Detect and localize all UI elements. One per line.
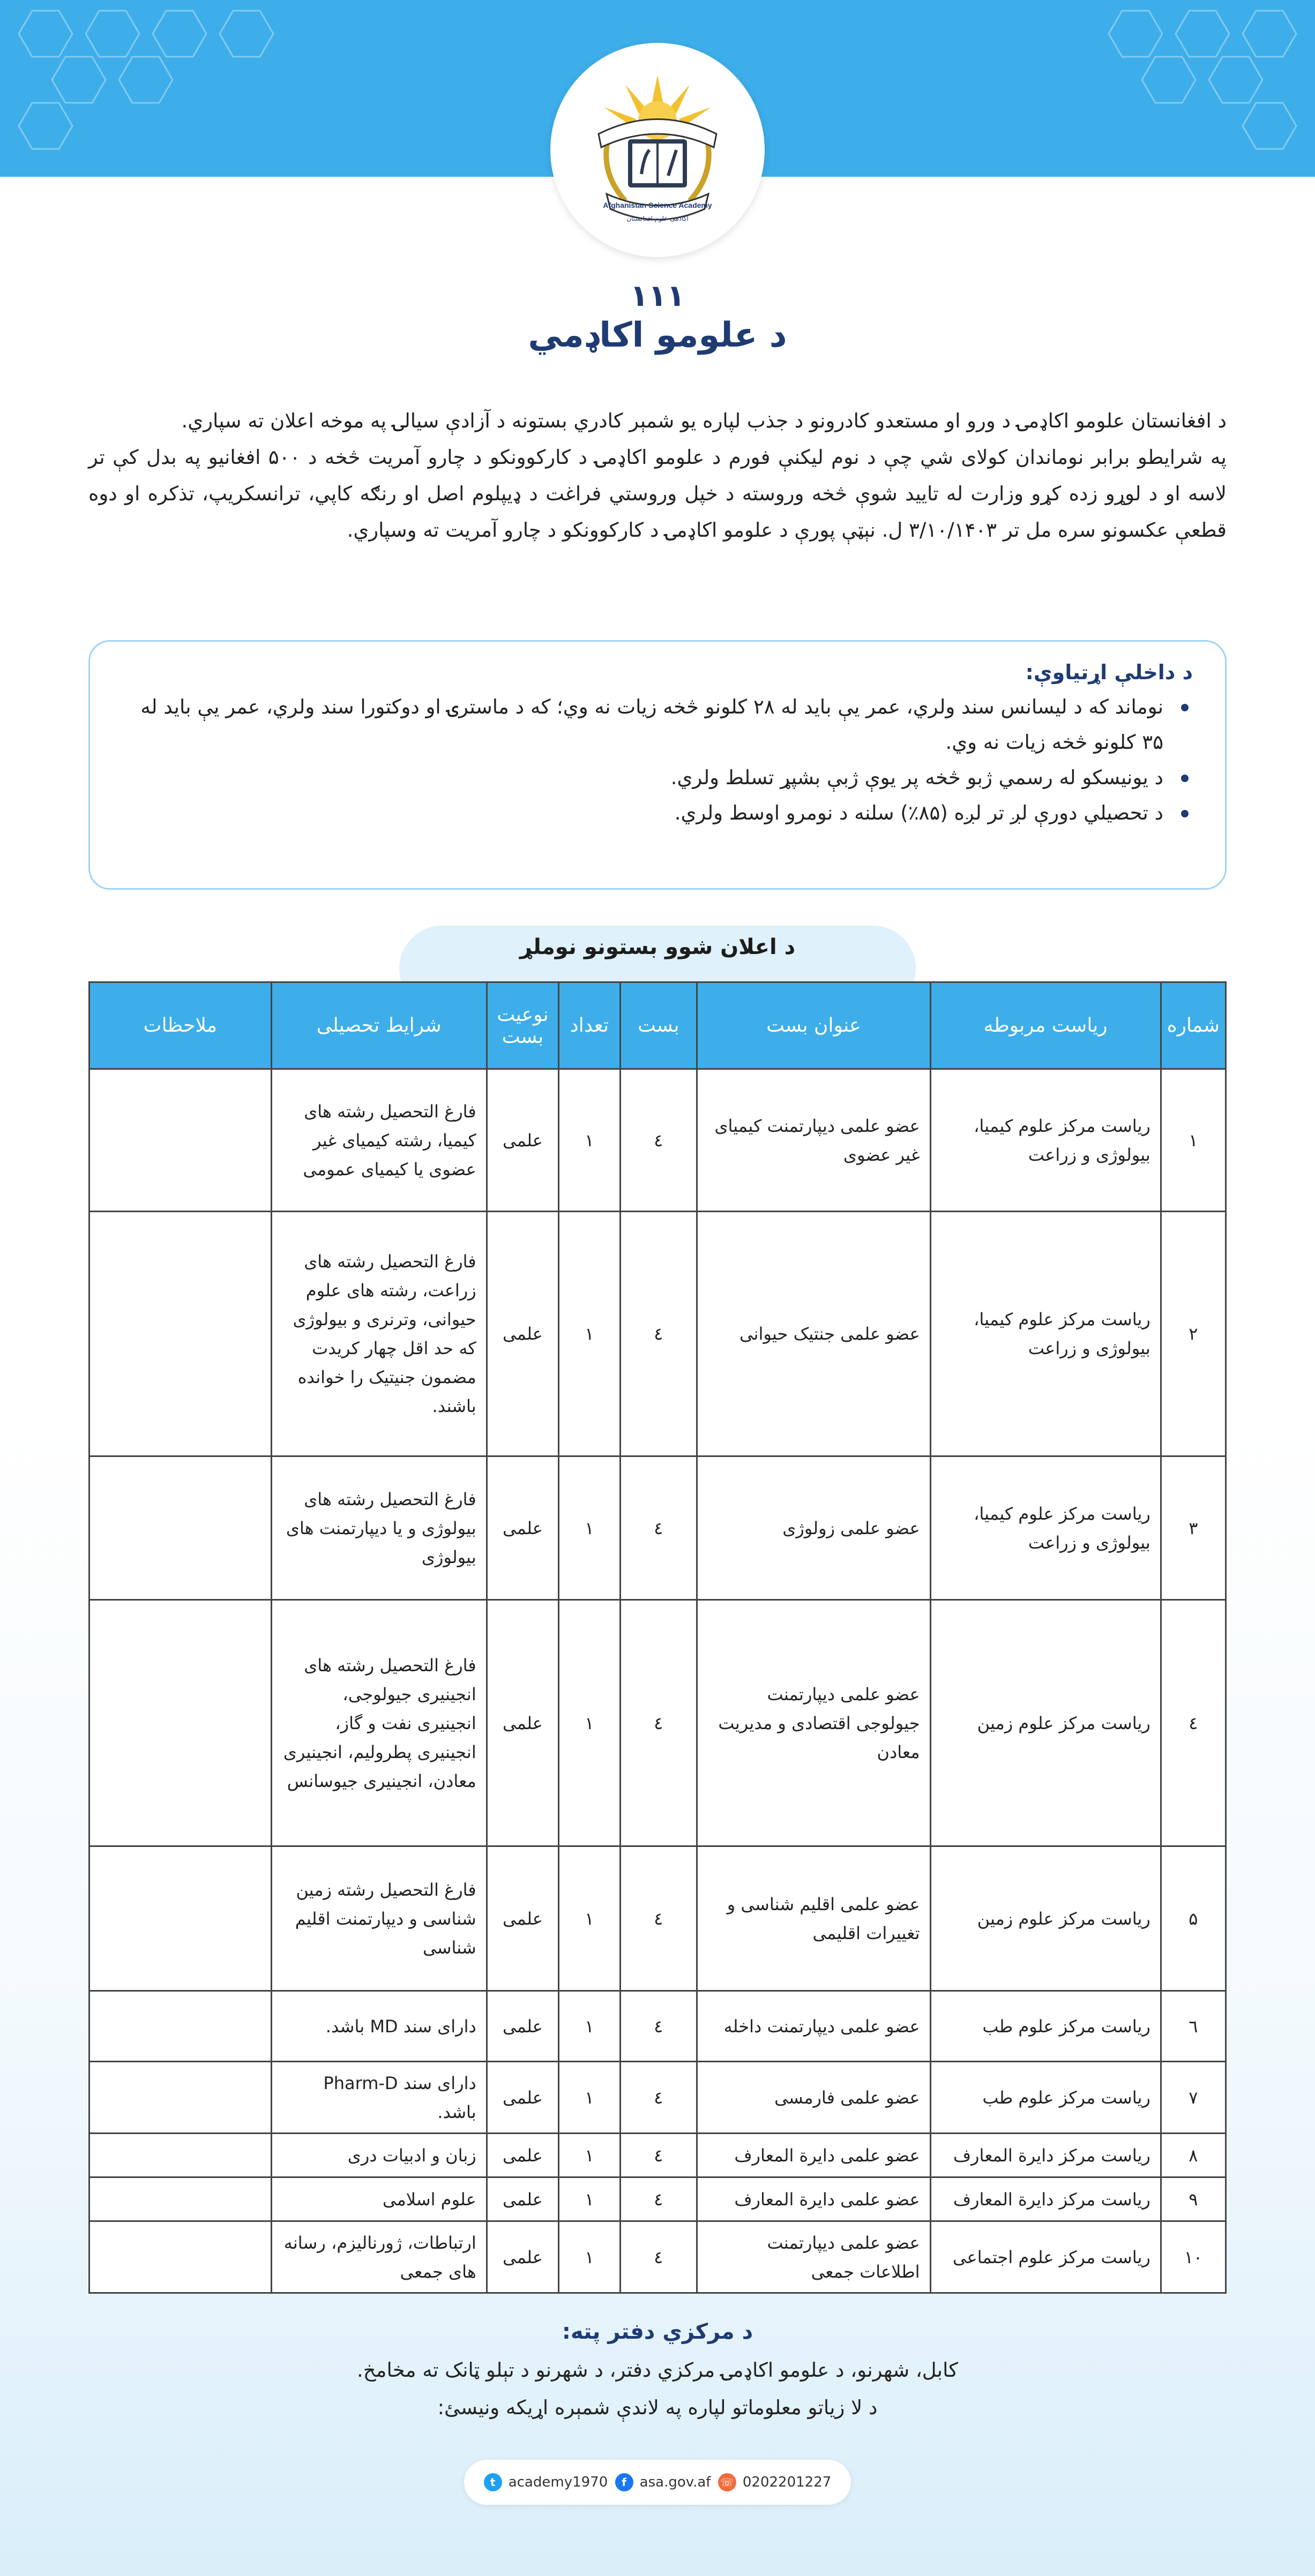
cell-position-title: عضو علمی اقلیم شناسی و تغییرات اقلیمی	[697, 1846, 930, 1991]
cell-position-title: عضو علمی دیپارتمنت کیمیای غیر عضوی	[697, 1069, 930, 1212]
footer-address: کابل، شهرنو، د علومو اکاډمۍ مرکزي دفتر، د شهرنو د تېلو ټانک ته مخامخ.	[357, 2359, 958, 2382]
cell-position-title: عضو علمی زولوژی	[697, 1456, 930, 1600]
cell-grade: ٤	[620, 1456, 697, 1600]
header-titles	[0, 279, 1315, 355]
contact-phone[interactable]	[718, 2473, 831, 2491]
requirement-item: د تحصیلي دورې لږ تر لږه (۸۵٪) سلنه د نومرو اوسط ولري.	[122, 795, 1193, 831]
col-department: ریاست مربوطه	[930, 982, 1161, 1069]
page-title: د علومو اکاډمي	[528, 316, 787, 355]
cell-department: ریاست مرکز علوم کیمیا، بیولوژی و زراعت	[930, 1456, 1161, 1600]
cell-department: ریاست مرکز دایرة المعارف	[930, 2177, 1161, 2221]
cell-grade: ٤	[620, 2062, 697, 2134]
table-row	[89, 1212, 1226, 1456]
hexagon-pattern	[0, 0, 482, 177]
logo-english-text: Afghanistan Science Academy	[603, 201, 712, 209]
header-marks: ۱۱۱	[630, 279, 685, 313]
cell-position-title: عضو علمی دایرة المعارف	[697, 2134, 930, 2177]
cell-requirements: دارای سند Pharm-D باشد.	[271, 2062, 487, 2134]
col-requirements: شرایط تحصیلی	[271, 982, 487, 1069]
hexagon-pattern	[833, 0, 1315, 177]
col-grade: بست	[620, 982, 697, 1069]
cell-notes	[89, 2134, 272, 2177]
cell-number: ۱	[1161, 1069, 1226, 1212]
cell-count: ۱	[559, 1991, 620, 2062]
contact-twitter[interactable]	[484, 2473, 608, 2491]
cell-number: ٤	[1161, 1600, 1226, 1846]
positions-table	[88, 981, 1227, 2294]
cell-number: ۲	[1161, 1212, 1226, 1456]
intro-paragraph: په شرایطو برابر نوماندان کولای شي چې د نوم لیکنې فورم د علومو اکاډمۍ د کارکوونکو د چارو آمریت څخه د ۵۰۰ افغانیو په بدل کې تر لاسه او د لوړو زده کړو وزارت له تایید شوې څخه وروسته د خپل وروستي فراغت د ډیپلوم اصل او رنګه کاپي، ترانسکریپ، تذکره او دوه قطعې عکسونو سره مل تر ۳/۱۰/۱۴۰۳ ل. نېټې پورې د علومو اکاډمۍ د کارکوونکو د چارو آمریت ته وسپاري.	[88, 446, 1227, 542]
contact-twitter-label: academy1970	[508, 2474, 608, 2490]
cell-type: علمی	[487, 1600, 558, 1846]
cell-requirements: فارغ التحصیل رشته های زراعت، رشته های علوم حیوانی، وترنری و بیولوژی که حد اقل چهار کریدت مضمون جنیتیک را خوانده باشند.	[271, 1212, 487, 1456]
requirement-item: نوماند که د لیسانس سند ولري، عمر یې باید له ۲۸ کلونو څخه زیات نه وي؛ که د ماسترۍ او دوکتورا سند ولري، عمر یې باید له ۳۵ کلونو څخه زیات نه وي.	[122, 689, 1193, 760]
table-row	[89, 1069, 1226, 1212]
cell-notes	[89, 1069, 272, 1212]
cell-type: علمی	[487, 1456, 558, 1600]
col-type: نوعیت بست	[487, 982, 558, 1069]
cell-count: ۱	[559, 2134, 620, 2177]
table-row	[89, 2221, 1226, 2293]
contacts-bar	[464, 2460, 851, 2505]
requirement-item: د یونیسکو له رسمي ژبو څخه پر یوې ژبې بشپړ تسلط ولري.	[122, 760, 1193, 795]
col-number: شماره	[1161, 982, 1226, 1069]
cell-department: ریاست مرکز علوم کیمیا، بیولوژی و زراعت	[930, 1212, 1161, 1456]
cell-count: ۱	[559, 1600, 620, 1846]
cell-position-title: عضو علمی دیپارتمنت جیولوجی اقتصادی و مدیریت معادن	[697, 1600, 930, 1846]
cell-notes	[89, 2062, 272, 2134]
cell-type: علمی	[487, 2062, 558, 2134]
intro-paragraph: د افغانستان علومو اکاډمۍ د ورو او مستعدو کادرونو د جذب لپاره یو شمېر کادري بستونه د آزادې سیالۍ په موخه اعلان ته سپاري.	[181, 409, 1227, 432]
table-row	[89, 1846, 1226, 1991]
cell-requirements: فارغ التحصیل رشته های انجینیری جیولوجی، انجینیری نفت و گاز، انجینیری پطرولیم، انجینیری معادن، انجینیری جیوسانس	[271, 1600, 487, 1846]
cell-type: علمی	[487, 2221, 558, 2293]
cell-notes	[89, 2221, 272, 2293]
cell-requirements: فارغ التحصیل رشته زمین شناسی و دیپارتمنت اقلیم شناسی	[271, 1846, 487, 1991]
col-count: تعداد	[559, 982, 620, 1069]
cell-count: ۱	[559, 1456, 620, 1600]
cell-type: علمی	[487, 1846, 558, 1991]
cell-count: ۱	[559, 2221, 620, 2293]
cell-department: ریاست مرکز علوم طب	[930, 1991, 1161, 2062]
cell-requirements: زبان و ادبیات دری	[271, 2134, 487, 2177]
table-row	[89, 2062, 1226, 2134]
cell-requirements: دارای سند MD باشد.	[271, 1991, 487, 2062]
facebook-icon: f	[615, 2473, 633, 2491]
cell-requirements: فارغ التحصیل رشته های بیولوژی و یا دیپارتمنت های بیولوژی	[271, 1456, 487, 1600]
phone-icon: ☏	[718, 2473, 736, 2491]
cell-type: علمی	[487, 2134, 558, 2177]
cell-number: ۵	[1161, 1846, 1226, 1991]
cell-number: ۸	[1161, 2134, 1226, 2177]
cell-number: ۳	[1161, 1456, 1226, 1600]
cell-department: ریاست مرکز دایرة المعارف	[930, 2134, 1161, 2177]
table-row	[89, 1456, 1226, 1600]
requirements-title: د داخلې اړتیاوې:	[1025, 660, 1193, 684]
cell-grade: ٤	[620, 2221, 697, 2293]
cell-notes	[89, 2177, 272, 2221]
cell-position-title: عضو علمی دیپارتمنت داخله	[697, 1991, 930, 2062]
cell-number: ۷	[1161, 2062, 1226, 2134]
cell-requirements: ارتباطات، ژورنالیزم، رسانه های جمعی	[271, 2221, 487, 2293]
intro-text	[88, 403, 1227, 549]
cell-grade: ٤	[620, 1991, 697, 2062]
logo-persian-text: اکادمی علوم افغانستان	[626, 215, 689, 222]
footer	[0, 2319, 1315, 2427]
cell-notes	[89, 1456, 272, 1600]
table-row	[89, 1600, 1226, 1846]
cell-number: ۹	[1161, 2177, 1226, 2221]
cell-count: ۱	[559, 1846, 620, 1991]
table-row	[89, 2177, 1226, 2221]
cell-grade: ٤	[620, 1846, 697, 1991]
col-position-title: عنوان بست	[697, 982, 930, 1069]
cell-notes	[89, 1212, 272, 1456]
footer-info: د لا زیاتو معلوماتو لپاره په لاندې شمېره اړیکه ونیسئ:	[437, 2396, 878, 2419]
cell-department: ریاست مرکز علوم طب	[930, 2062, 1161, 2134]
contact-phone-label: 0202201227	[742, 2474, 832, 2490]
cell-position-title: عضو علمی جنتیک حیوانی	[697, 1212, 930, 1456]
cell-department: ریاست مرکز علوم زمین	[930, 1600, 1161, 1846]
cell-position-title: عضو علمی فارمسی	[697, 2062, 930, 2134]
cell-notes	[89, 1600, 272, 1846]
cell-type: علمی	[487, 1212, 558, 1456]
table-row	[89, 1991, 1226, 2062]
cell-type: علمی	[487, 1069, 558, 1212]
table-header-row	[89, 982, 1226, 1069]
contact-website-label: asa.gov.af	[639, 2474, 711, 2490]
cell-type: علمی	[487, 2177, 558, 2221]
academy-logo	[561, 54, 754, 246]
cell-notes	[89, 1991, 272, 2062]
twitter-icon: t	[484, 2473, 502, 2491]
cell-department: ریاست مرکز علوم زمین	[930, 1846, 1161, 1991]
cell-notes	[89, 1846, 272, 1991]
cell-type: علمی	[487, 1991, 558, 2062]
cell-count: ۱	[559, 2062, 620, 2134]
cell-grade: ٤	[620, 1212, 697, 1456]
table-title: د اعلان شوو بستونو نوملړ	[519, 935, 796, 959]
requirements-list	[122, 689, 1193, 831]
logo-badge	[550, 43, 765, 257]
requirements-box	[88, 640, 1227, 890]
cell-grade: ٤	[620, 2177, 697, 2221]
cell-grade: ٤	[620, 2134, 697, 2177]
cell-position-title: عضو علمی دایرة المعارف	[697, 2177, 930, 2221]
table-row	[89, 2134, 1226, 2177]
cell-requirements: فارغ التحصیل رشته های کیمیا، رشته کیمیای غیر عضوی یا کیمیای عمومی	[271, 1069, 487, 1212]
cell-grade: ٤	[620, 1600, 697, 1846]
cell-grade: ٤	[620, 1069, 697, 1212]
cell-count: ۱	[559, 1069, 620, 1212]
contact-website[interactable]	[615, 2473, 711, 2491]
cell-count: ۱	[559, 1212, 620, 1456]
cell-number: ٦	[1161, 1991, 1226, 2062]
footer-title: د مرکزي دفتر پته:	[562, 2319, 753, 2344]
cell-requirements: علوم اسلامی	[271, 2177, 487, 2221]
cell-department: ریاست مرکز علوم اجتماعی	[930, 2221, 1161, 2293]
cell-position-title: عضو علمی دیپارتمنت اطلاعات جمعی	[697, 2221, 930, 2293]
cell-count: ۱	[559, 2177, 620, 2221]
col-notes: ملاحظات	[89, 982, 272, 1069]
cell-department: ریاست مرکز علوم کیمیا، بیولوژی و زراعت	[930, 1069, 1161, 1212]
cell-number: ۱۰	[1161, 2221, 1226, 2293]
